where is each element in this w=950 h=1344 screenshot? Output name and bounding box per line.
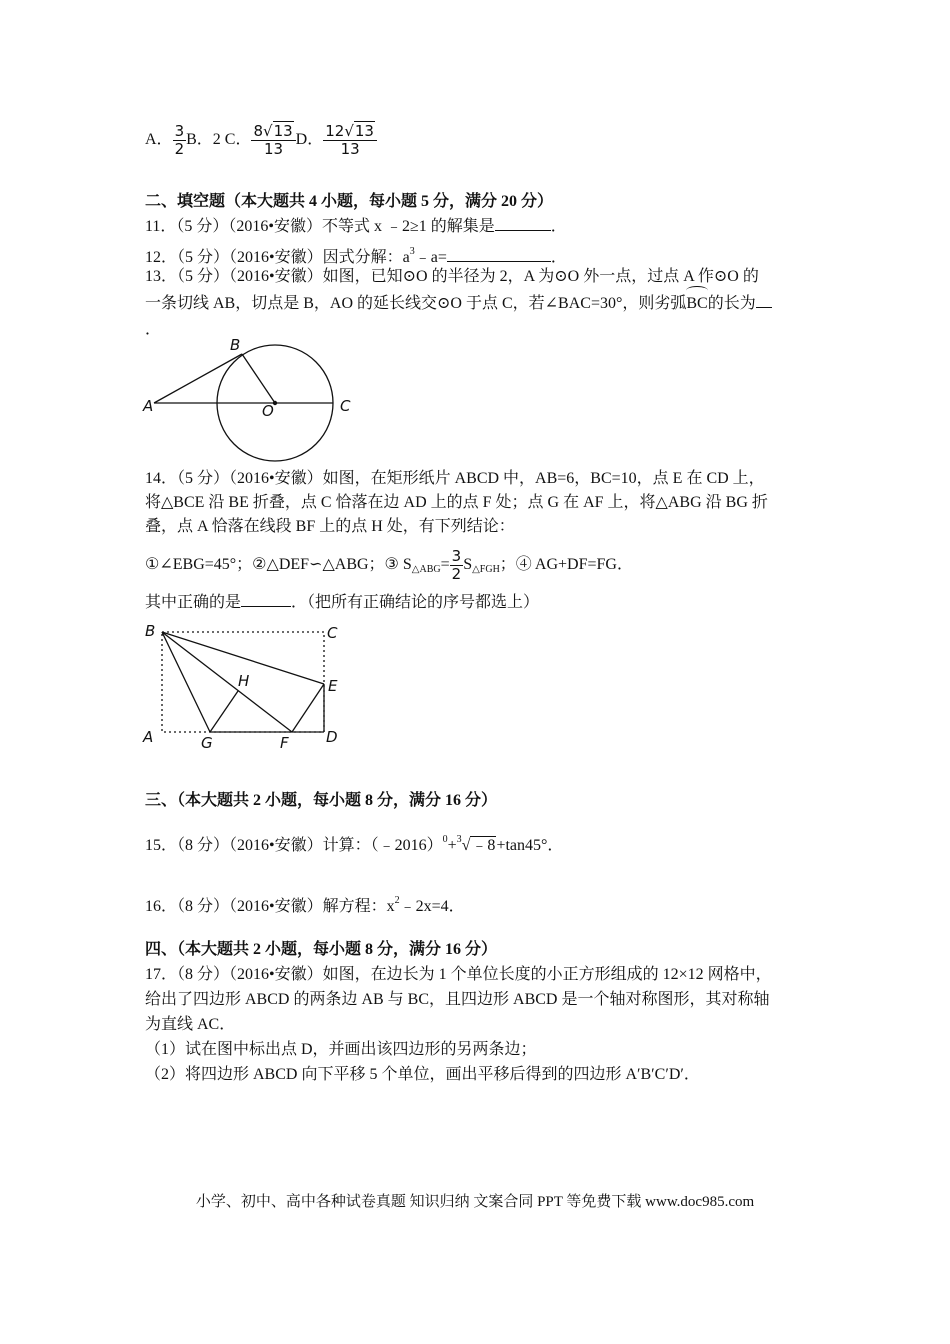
answer-blank bbox=[447, 247, 551, 262]
question-17-line-5: （2）将四边形 ABCD 向下平移 5 个单位，画出平移后得到的四边形 A′B′C′D′． bbox=[145, 1066, 700, 1083]
question-14-line-2: 将△BCE 沿 BE 折叠，点 C 恰落在边 AD 上的点 F 处；点 G 在 AF 上，将△ABG 沿 BG 折 bbox=[145, 494, 768, 511]
option-d-label: D． bbox=[295, 131, 324, 148]
fraction-three-halves: $\frac{3}{2}$ bbox=[174, 121, 185, 158]
question-14-line-3: 叠，点 A 恰落在线段 BF 上的点 H 处，有下列结论： bbox=[145, 518, 515, 535]
question-17-line-2: 给出了四边形 ABCD 的两条边 AB 与 BC，且四边形 ABCD 是一个轴对称图形，其对称轴 bbox=[145, 991, 770, 1008]
label-a: A bbox=[143, 397, 154, 415]
answer-blank bbox=[241, 592, 291, 607]
question-13-line-1: 13．（5 分）（2016•安徽）如图，已知⊙O 的半径为 2，A 为⊙O 外一点，过点 A 作⊙O 的 bbox=[145, 268, 759, 285]
question-13-line-3: ． bbox=[145, 321, 162, 338]
label-h: H bbox=[238, 672, 250, 690]
question-14-line-1: 14．（5 分）（2016•安徽）如图，在矩形纸片 ABCD 中，AB=6，BC=10，点 E 在 CD 上， bbox=[145, 470, 765, 487]
fraction-three-halves: $\frac{3}{2}$ bbox=[451, 546, 462, 583]
question-17-line-1: 17．（8 分）（2016•安徽）如图，在边长为 1 个单位长度的小正方形组成的 12×12 网格中， bbox=[145, 966, 772, 983]
question-13-line-2: 一条切线 AB，切点是 B，AO 的延长线交⊙O 于点 C，若∠BAC=30°，则劣弧BC的长为 bbox=[145, 292, 772, 316]
label-d: D bbox=[326, 728, 338, 746]
option-bc-label: B．2 C． bbox=[186, 131, 252, 148]
label-o: O bbox=[262, 402, 274, 420]
line-gh bbox=[210, 691, 238, 732]
circle-tangent-figure bbox=[140, 336, 370, 462]
tangent-ab bbox=[154, 354, 242, 403]
radius-ob bbox=[242, 354, 275, 403]
question-14-conclusions: ①∠EBG=45°；②△DEF∽△ABG；③ $S_{\triangle ABG}=$ $\frac{3}{2}$ $S_{\triangle FGH}$；④ AG+DF=FG． bbox=[145, 546, 633, 583]
rectangle-fold-figure bbox=[140, 620, 365, 750]
label-e: E bbox=[328, 677, 338, 695]
question-14-ask: 其中正确的是 ．（把所有正确结论的序号都选上） bbox=[145, 594, 540, 611]
question-17-line-3: 为直线 AC． bbox=[145, 1016, 236, 1033]
fraction-d: $\frac{12√13}{13}$ bbox=[323, 123, 377, 158]
section-4-heading: 四、（本大题共 2 小题，每小题 8 分，满分 16 分） bbox=[145, 941, 498, 958]
q10-options bbox=[145, 117, 377, 163]
question-17-line-4: （1）试在图中标出点 D，并画出该四边形的另两条边； bbox=[145, 1041, 537, 1058]
label-c: C bbox=[327, 624, 338, 642]
label-c: C bbox=[340, 397, 351, 415]
footer-text: 小学、初中、高中各种试卷真题 知识归纳 文案合同 PPT 等免费下载 www.doc985.com bbox=[195, 1194, 755, 1210]
label-b: B bbox=[230, 336, 241, 354]
section-2-heading: 二、填空题（本大题共 4 小题，每小题 5 分，满分 20 分） bbox=[145, 193, 554, 210]
question-12: 12．（5 分）（2016•安徽）因式分解：$a^3﹣a=$ ． bbox=[145, 246, 567, 266]
answer-blank bbox=[756, 293, 772, 308]
label-b: B bbox=[145, 622, 156, 640]
arc-bc-label: BC bbox=[686, 292, 707, 316]
option-a-label: A． bbox=[145, 131, 173, 148]
fraction-c: $\frac{8√13}{13}$ bbox=[251, 123, 295, 158]
question-16: 16．（8 分）（2016•安徽）解方程：$x^2﹣2x=4$． bbox=[145, 895, 465, 915]
label-f: F bbox=[280, 734, 289, 750]
label-g: G bbox=[201, 734, 213, 750]
question-11: 11．（5 分）（2016•安徽）不等式 x ﹣2≥1 的解集是 ． bbox=[145, 218, 567, 235]
answer-blank bbox=[495, 216, 551, 231]
line-ef bbox=[292, 684, 324, 732]
line-bf bbox=[162, 632, 292, 732]
question-15: 15．（8 分）（2016•安徽）计算：（﹣2016）$^0$+$^3$√﹣8+tan45°． bbox=[145, 834, 564, 854]
line-bg bbox=[162, 632, 210, 732]
section-3-heading: 三、（本大题共 2 小题，每小题 8 分，满分 16 分） bbox=[145, 792, 498, 809]
label-a: A bbox=[143, 728, 154, 746]
